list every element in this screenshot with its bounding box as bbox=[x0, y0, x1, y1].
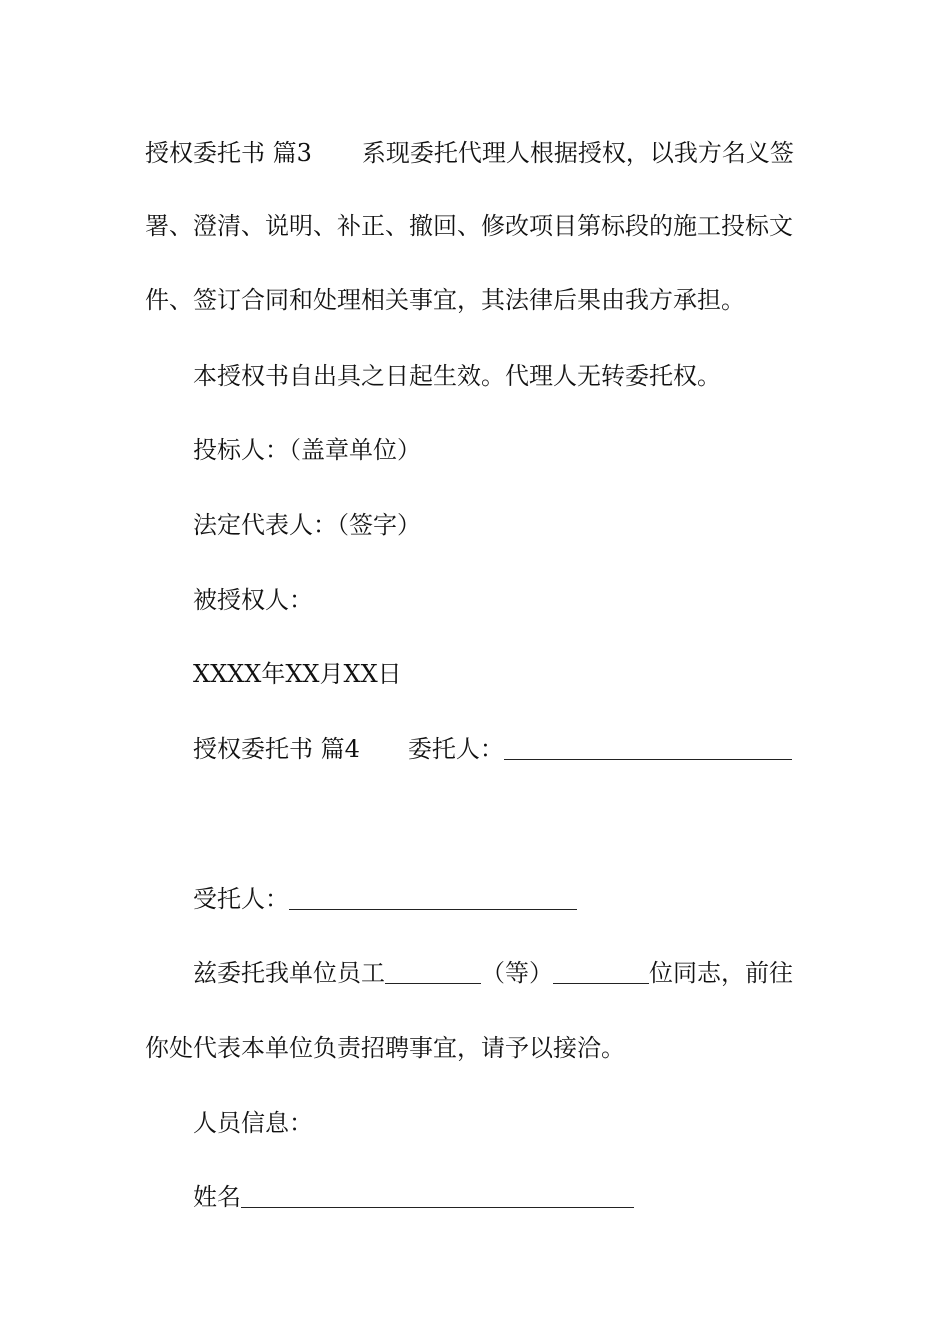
bidder-line: 投标人：（盖章单位） bbox=[193, 436, 421, 464]
principal-label: 委托人： bbox=[407, 735, 504, 763]
section-heading-4: 授权委托书 篇4 bbox=[193, 735, 360, 763]
count-blank bbox=[553, 959, 649, 984]
name-blank bbox=[241, 1183, 634, 1208]
paragraph-line-1 bbox=[145, 138, 810, 168]
personnel-info-label: 人员信息： bbox=[193, 1109, 313, 1137]
entrust-text-a: 兹委托我单位员工 bbox=[193, 959, 385, 987]
entrust-text-c: 位同志，前往 bbox=[649, 959, 793, 987]
paragraph-validity: 本授权书自出具之日起生效。代理人无转委托权。 bbox=[193, 362, 721, 390]
date-line: XXXX年XX月XX日 bbox=[193, 660, 402, 688]
authorized-person-line: 被授权人： bbox=[193, 586, 313, 614]
paragraph-line-4-head bbox=[193, 734, 810, 764]
entrust-text-b: （等） bbox=[481, 959, 553, 987]
paragraph-text: 系现委托代理人根据授权，以我方名义签 bbox=[361, 139, 794, 167]
name-label: 姓名 bbox=[193, 1183, 241, 1211]
trustee-label: 受托人： bbox=[193, 885, 289, 913]
trustee-line bbox=[193, 884, 810, 914]
section-heading-3: 授权委托书 篇3 bbox=[145, 139, 312, 167]
name-line bbox=[193, 1182, 810, 1212]
trustee-blank bbox=[289, 885, 577, 910]
entrust-line bbox=[193, 958, 810, 988]
paragraph-line-2: 署、澄清、说明、补正、撤回、修改项目第标段的施工投标文 bbox=[145, 212, 793, 240]
legal-rep-line: 法定代表人：（签字） bbox=[193, 511, 421, 539]
employee-blank bbox=[385, 959, 481, 984]
entrust-line-2: 你处代表本单位负责招聘事宜，请予以接洽。 bbox=[145, 1034, 625, 1062]
paragraph-line-3: 件、签订合同和处理相关事宜，其法律后果由我方承担。 bbox=[145, 286, 745, 314]
principal-blank bbox=[504, 735, 792, 760]
